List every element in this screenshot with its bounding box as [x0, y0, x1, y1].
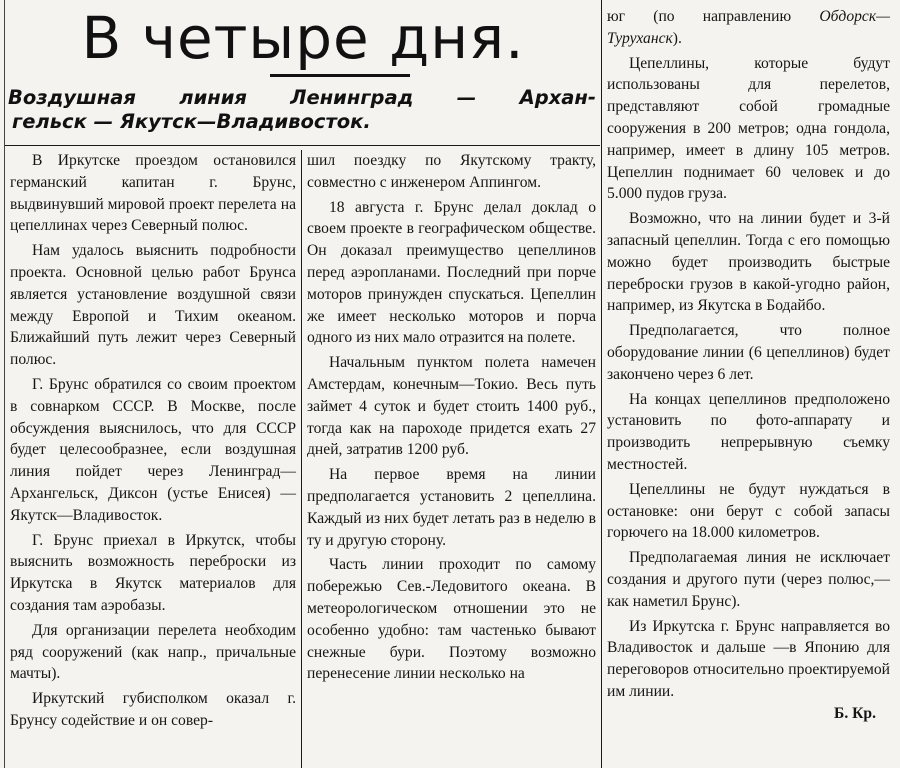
article-column-3: [607, 6, 890, 725]
paragraph: Цепеллины, которые будут использованы для перелетов, представляют собой громадные сооружения в 200 метров; одна гондола, например, имеет в длину 105 метров. Цепеллин поднимает 60 человек и до 5.000 пудов груза.: [607, 54, 890, 203]
subhead-rule: [4, 145, 600, 146]
text-run: ).: [672, 29, 682, 47]
paragraph: Возможно, что на линии будет и 3-й запасный цепеллин. Тогда с его помощью можно будет производить быстрые переброски грузов в какой-угодно район, например, из Якутска в Бодайбо.: [607, 210, 890, 315]
paragraph: На первое время на линии предполагается установить 2 цепеллина. Каждый из них будет летать раз в неделю в ту и другую сторону.: [307, 466, 596, 549]
article-subheadline: [8, 86, 596, 134]
paragraph: [607, 6, 890, 50]
paragraph: Для организации перелета необходим ряд сооружений (как напр., причальные мачты).: [10, 621, 296, 683]
article-column-2: [307, 150, 596, 685]
paragraph: Из Иркутска г. Брунс направляется во Владивосток и дальше —в Японию для переговоров относительно проектируемой им линии.: [607, 617, 890, 700]
column-divider-2: [601, 0, 602, 768]
route-name: Обдорск—Туруханск: [607, 8, 890, 47]
paragraph: Предполагается, что полное оборудование линии (6 цепеллинов) будет закончено через 6 лет.: [607, 322, 890, 383]
paragraph: Иркутский губисполком оказал г. Брунсу содействие и он совер-: [10, 690, 296, 729]
paragraph: Г. Брунс обратился со своим проектом в совнарком СССР. В Москве, после обсуждения выяснилось, что для СССР будет целесообразнее, если воздушная линия пойдет через Ленинград—Архангельск, Диксон (устье Енисея) —Якутск—Владивосток.: [10, 375, 296, 524]
article-column-1: [10, 150, 296, 732]
paragraph: шил поездку по Якутскому тракту, совместно с инженером Аппингом.: [307, 152, 596, 191]
paragraph: Нам удалось выяснить подробности проекта. Основной целью работ Брунса является установление воздушной связи между Европой и Тихим океаном. Ближайший путь лежит через Северный полюс.: [10, 242, 296, 369]
paragraph: В Иркутске проездом остановился германский капитан г. Брунс, выдвинувший мировой проект перелета на цепеллинах через Северный полюс.: [10, 152, 296, 235]
column-divider-1: [301, 150, 302, 768]
paragraph: На концах цепеллинов предположено установить по фото-аппарату и производить непрерывную съемку местностей.: [607, 390, 890, 473]
paragraph: Г. Брунс приехал в Иркутск, чтобы выяснить возможность переброски из Иркутска в Якутск материалов для создания там аэробазы.: [10, 531, 296, 614]
subheadline-line-1: Воздушная линия Ленинград — Архан-: [8, 86, 596, 109]
paragraph: Предполагаемая линия не исключает создания и другого пути (через полюс,—как наметил Брунс).: [607, 549, 890, 610]
article-headline: В четыре дня.: [81, 4, 525, 72]
paragraph: Начальным пунктом полета намечен Амстердам, конечным—Токио. Весь путь займет 4 суток и будет стоить 1400 руб., тогда как на пароходе придется ехать 27 дней, затратив 1200 руб.: [307, 354, 596, 459]
paragraph: Часть линии проходит по самому побережью Сев.-Ледовитого океана. В метеорологическом отношении это не особенно удобно: там частенько бывают снежные бури. Поэтому возможно перенесение линии несколько на: [307, 556, 596, 683]
left-edge-rule: [4, 0, 5, 768]
subheadline-line-2: гельск — Якутск—Владивосток.: [12, 110, 371, 133]
author-signature: Б. Кр.: [834, 704, 876, 722]
headline-underline: [270, 74, 410, 77]
text-run: юг (по направлению: [607, 8, 820, 25]
paragraph: 18 августа г. Брунс делал доклад о своем проекте в географическом обществе. Он доказал преимущество цепеллинов перед аэропланами. Последний при порче моторов принужден спускаться. Цепеллин же имеет несколько моторов и порча одного из них мало отразится на полете.: [307, 198, 596, 347]
paragraph: Цепеллины не будут нуждаться в остановке: они берут с собой запасы горючего на 18.000 километров.: [607, 480, 890, 542]
